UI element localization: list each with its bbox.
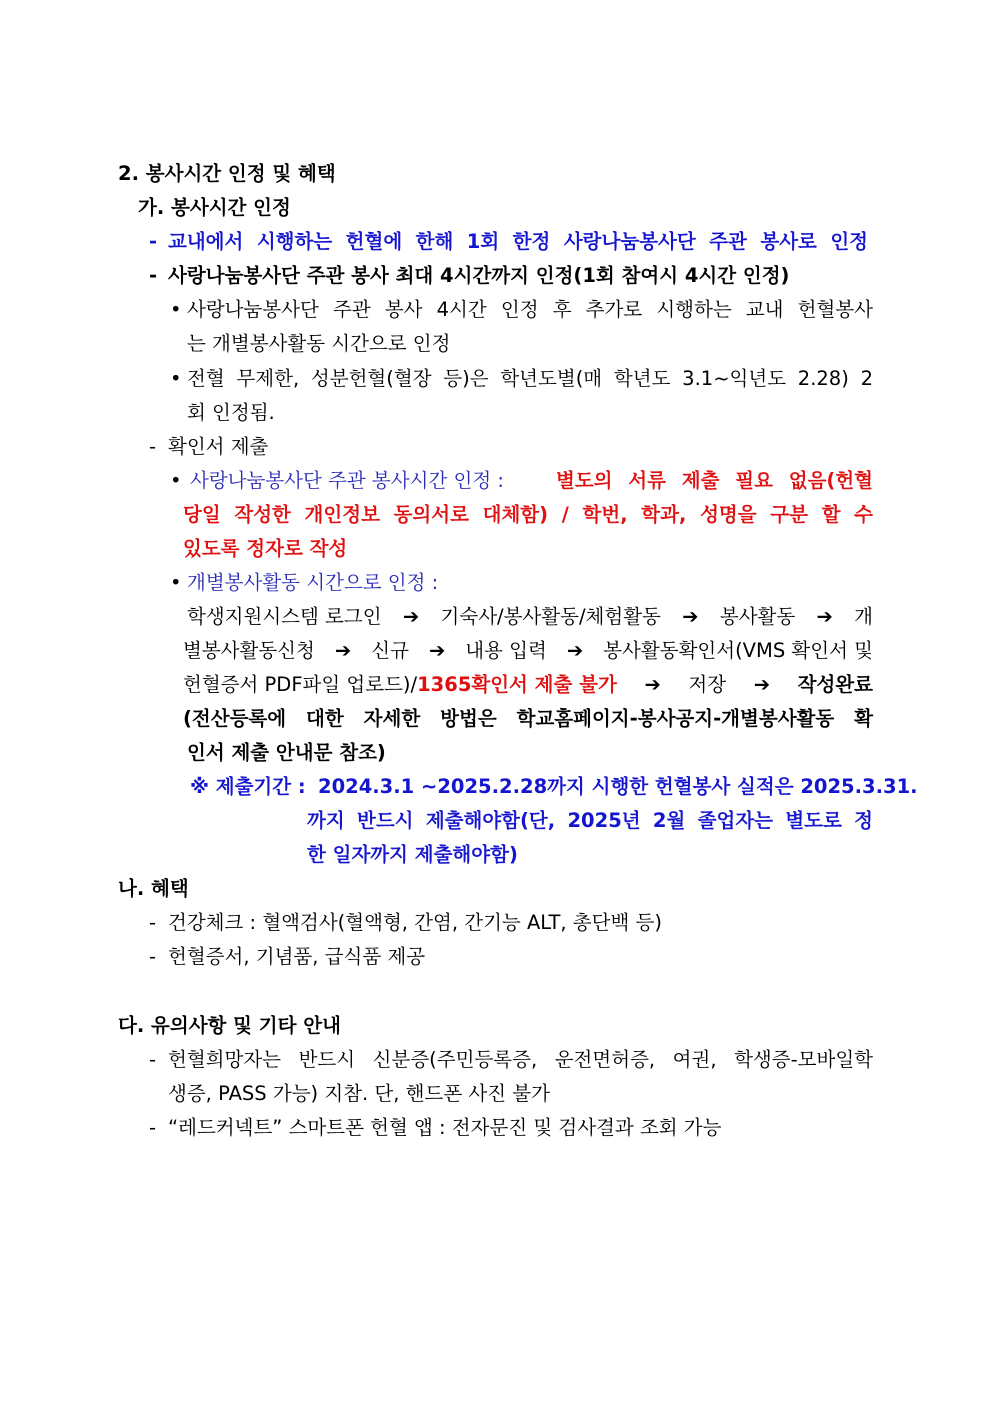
da-dash-2: - xyxy=(149,1116,157,1139)
ga-sub-1-line-2: 는 개별봉사활동 시간으로 인정 xyxy=(187,332,451,355)
ga-dash-3: - xyxy=(149,435,157,458)
ga-sub-2-line-2: 회 인정됨. xyxy=(187,401,275,424)
steps-line-3 xyxy=(183,673,873,697)
step-login: 학생지원시스템 로그인 xyxy=(187,605,382,628)
ga-item-1: 교내에서 시행하는 헌혈에 한해 1회 한정 사랑나눔봉사단 주관 봉사로 인정 xyxy=(168,230,868,253)
na-dash-2: - xyxy=(149,945,157,968)
step-volunteer: 봉사활동 xyxy=(719,605,796,628)
step-new: 신규 xyxy=(371,639,409,662)
steps-note-line-1: (전산등록에 대한 자세한 방법은 학교홈페이지-봉사공지-개별봉사활동 확 xyxy=(183,707,873,730)
arrow-icon: ➔ xyxy=(566,639,584,662)
arrow-icon: ➔ xyxy=(682,605,699,628)
deadline-label: ※ 제출기간 : xyxy=(190,775,306,798)
arrow-icon: ➔ xyxy=(753,673,771,696)
conf-1-red-line-3: 있도록 정자로 작성 xyxy=(183,537,348,560)
steps-line-1 xyxy=(187,605,873,629)
conf-bullet-2: • xyxy=(170,571,182,594)
arrow-icon: ➔ xyxy=(334,639,352,662)
da-item-1-line-2: 생증, PASS 가능) 지참. 단, 핸드폰 사진 불가 xyxy=(168,1082,550,1105)
na-dash-1: - xyxy=(149,911,157,934)
arrow-icon: ➔ xyxy=(428,639,446,662)
step-complete: 작성완료 xyxy=(797,673,873,696)
ga-bullet-1: • xyxy=(170,298,182,321)
ga-bullet-2: • xyxy=(170,367,182,390)
ga-dash-2: - xyxy=(149,264,158,287)
step-dormitory: 기숙사/봉사활동/체험활동 xyxy=(440,605,661,628)
ga-sub-2-line-1: 전혈 무제한, 성분헌혈(혈장 등)은 학년도별(매 학년도 3.1~익년도 2.28) 2 xyxy=(187,367,873,390)
subsection-ga-title: 가. 봉사시간 인정 xyxy=(138,196,291,219)
da-dash-1: - xyxy=(149,1048,157,1071)
step-1365-warning: 1365확인서 제출 불가 xyxy=(417,673,617,696)
ga-sub-1-line-1: 사랑나눔봉사단 주관 봉사 4시간 인정 후 추가로 시행하는 교내 헌혈봉사 xyxy=(187,298,873,321)
conf-2-label: 개별봉사활동 시간으로 인정 : xyxy=(187,571,439,594)
step-input: 내용 입력 xyxy=(465,639,547,662)
deadline-line-2: 까지 반드시 제출해야함(단, 2025년 2월 졸업자는 별도로 정 xyxy=(307,809,873,832)
deadline-line-1: 2024.3.1 ~2025.2.28까지 시행한 헌혈봉사 실적은 2025.3.31. xyxy=(318,775,918,798)
arrow-icon: ➔ xyxy=(816,605,833,628)
conf-bullet-1: • xyxy=(170,469,182,492)
step-individual-b: 별봉사활동신청 xyxy=(183,639,315,662)
ga-item-2: 사랑나눔봉사단 주관 봉사 최대 4시간까지 인정(1회 참여시 4시간 인정) xyxy=(168,264,790,287)
da-item-2: “레드커넥트” 스마트폰 헌혈 앱 : 전자문진 및 검사결과 조회 가능 xyxy=(168,1116,722,1139)
da-item-1-line-1: 헌혈희망자는 반드시 신분증(주민등록증, 운전면허증, 여권, 학생증-모바일학 xyxy=(168,1048,873,1071)
conf-1-red-line-2: 당일 작성한 개인정보 동의서로 대체함) / 학번, 학과, 성명을 구분 할 수 xyxy=(183,503,873,526)
conf-1-label: 사랑나눔봉사단 주관 봉사시간 인정 : xyxy=(190,469,504,492)
step-save: 저장 xyxy=(688,673,727,696)
ga-item-3: 확인서 제출 xyxy=(168,435,269,458)
step-certificate-b: 헌혈증서 PDF파일 업로드)/ xyxy=(183,673,418,696)
deadline-line-3: 한 일자까지 제출해야함) xyxy=(307,843,518,866)
steps-note-line-2: 인서 제출 안내문 참조) xyxy=(187,741,386,764)
arrow-icon: ➔ xyxy=(644,673,661,696)
conf-1-red-line-1: 별도의 서류 제출 필요 없음(헌혈 xyxy=(556,469,873,492)
section-title: 2. 봉사시간 인정 및 혜택 xyxy=(118,162,336,185)
step-individual-a: 개 xyxy=(854,605,873,628)
na-item-2: 헌혈증서, 기념품, 급식품 제공 xyxy=(168,945,426,968)
step-certificate-a: 봉사활동확인서(VMS 확인서 및 xyxy=(603,639,873,662)
arrow-icon: ➔ xyxy=(402,605,420,628)
ga-dash-1: - xyxy=(149,230,158,253)
subsection-na-title: 나. 혜택 xyxy=(118,877,189,900)
steps-line-2 xyxy=(183,639,873,663)
na-item-1: 건강체크 : 혈액검사(혈액형, 간염, 간기능 ALT, 총단백 등) xyxy=(168,911,662,934)
subsection-da-title: 다. 유의사항 및 기타 안내 xyxy=(118,1014,341,1037)
